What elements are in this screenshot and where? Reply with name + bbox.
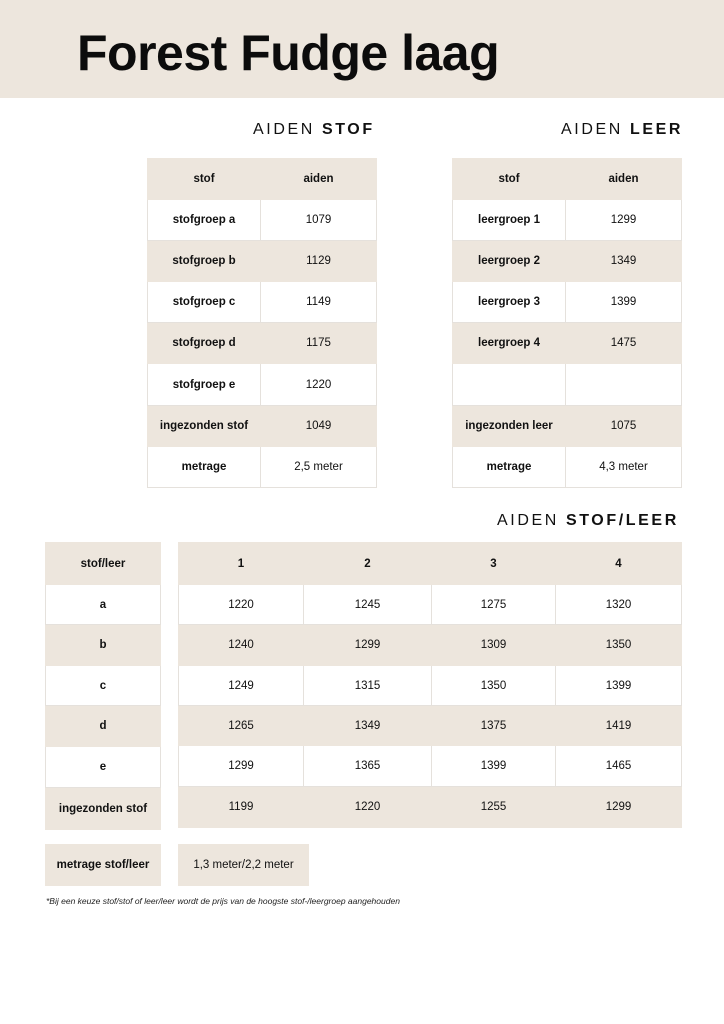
column-header: 2 [304,543,432,585]
row-label: leergroep 2 [453,241,566,282]
stof-section-title [253,120,375,140]
column-header: aiden [261,159,377,200]
table-row [46,747,161,788]
table-row-empty [453,364,682,406]
table-row [148,406,377,447]
leer-title-bold: LEER [629,121,684,138]
price-cell: 1220 [304,787,432,828]
table-row [179,585,682,625]
table-header-row [179,543,682,585]
row-label: a [46,585,161,625]
price-cell: 1255 [432,787,556,828]
row-label: stofgroep c [148,282,261,323]
table-row [46,625,161,666]
price-cell: 1465 [556,746,682,787]
stofleer-price-table [178,542,682,828]
table-row [179,706,682,746]
table-row [179,845,309,886]
price-cell: 1320 [556,585,682,625]
table-row [148,323,377,364]
row-label: leergroep 1 [453,200,566,241]
price-cell: 1245 [304,585,432,625]
column-header: 3 [432,543,556,585]
metrage-value-box [178,844,309,886]
footnote: *Bij een keuze stof/stof of leer/leer wordt de prijs van de hoogste stof-/leergroep aangehouden [46,896,400,906]
price-cell: 4,3 meter [566,447,682,488]
stofleer-title-thin: AIDEN [497,512,559,529]
price-cell [566,364,682,406]
table-row [148,447,377,488]
table-header-row [46,543,161,585]
row-label: b [46,625,161,666]
price-cell: 1375 [432,706,556,746]
column-header: stof/leer [46,543,161,585]
table-row [46,788,161,830]
price-cell: 1475 [566,323,682,364]
column-header: stof [148,159,261,200]
row-label: stofgroep b [148,241,261,282]
price-cell: 1265 [179,706,304,746]
price-cell: 1079 [261,200,377,241]
table-row [148,200,377,241]
price-cell: 2,5 meter [261,447,377,488]
table-row [179,787,682,828]
price-cell: 1315 [304,666,432,706]
price-cell: 1175 [261,323,377,364]
price-cell: 1350 [556,625,682,666]
row-label: leergroep 4 [453,323,566,364]
table-row [148,282,377,323]
table-header-row [148,159,377,200]
row-label: e [46,747,161,788]
price-cell: 1049 [261,406,377,447]
price-cell: 1309 [432,625,556,666]
row-label: ingezonden leer [453,406,566,447]
price-cell: 1350 [432,666,556,706]
header-band [0,0,724,98]
price-cell: 1399 [432,746,556,787]
table-row [46,666,161,706]
price-cell: 1299 [304,625,432,666]
stof-title-bold: STOF [321,121,375,138]
price-cell: 1399 [566,282,682,323]
page-title: Forest Fudge laag [77,25,500,81]
table-row [148,364,377,406]
table-row [46,845,161,886]
row-label: metrage [453,447,566,488]
table-row [179,666,682,706]
leer-title-thin: AIDEN [561,121,623,138]
column-header: 1 [179,543,304,585]
table-row [46,585,161,625]
row-label: ingezonden stof [148,406,261,447]
table-row [453,200,682,241]
table-row [148,241,377,282]
table-row [179,746,682,787]
price-cell: 1419 [556,706,682,746]
price-cell: 1220 [261,364,377,406]
column-header: stof [453,159,566,200]
leer-section-title [561,120,683,140]
price-cell: 1349 [566,241,682,282]
price-cell: 1240 [179,625,304,666]
table-row [453,447,682,488]
table-row [453,323,682,364]
row-label: stofgroep a [148,200,261,241]
stof-price-table [147,158,377,488]
table-row [453,406,682,447]
row-label: metrage [148,447,261,488]
stofleer-section-title [497,511,679,531]
table-row [453,282,682,323]
row-label: leergroep 3 [453,282,566,323]
column-header: aiden [566,159,682,200]
price-cell: 1199 [179,787,304,828]
price-cell: 1275 [432,585,556,625]
row-label: stofgroep d [148,323,261,364]
stofleer-row-labels [45,542,161,830]
leer-price-table [452,158,682,488]
table-row [453,241,682,282]
price-cell: 1365 [304,746,432,787]
price-cell: 1129 [261,241,377,282]
metrage-value: 1,3 meter/2,2 meter [179,845,309,886]
metrage-label: metrage stof/leer [46,845,161,886]
price-cell: 1299 [179,746,304,787]
price-cell: 1220 [179,585,304,625]
row-label: ingezonden stof [46,788,161,830]
metrage-label-box [45,844,161,886]
price-cell: 1299 [556,787,682,828]
price-cell: 1349 [304,706,432,746]
stofleer-title-bold: STOF/LEER [565,512,679,529]
price-cell: 1075 [566,406,682,447]
price-cell: 1149 [261,282,377,323]
stof-title-thin: AIDEN [253,121,315,138]
price-cell: 1249 [179,666,304,706]
price-cell: 1399 [556,666,682,706]
row-label: c [46,666,161,706]
row-label [453,364,566,406]
table-row [179,625,682,666]
column-header: 4 [556,543,682,585]
row-label: d [46,706,161,747]
price-cell: 1299 [566,200,682,241]
row-label: stofgroep e [148,364,261,406]
table-row [46,706,161,747]
table-header-row [453,159,682,200]
